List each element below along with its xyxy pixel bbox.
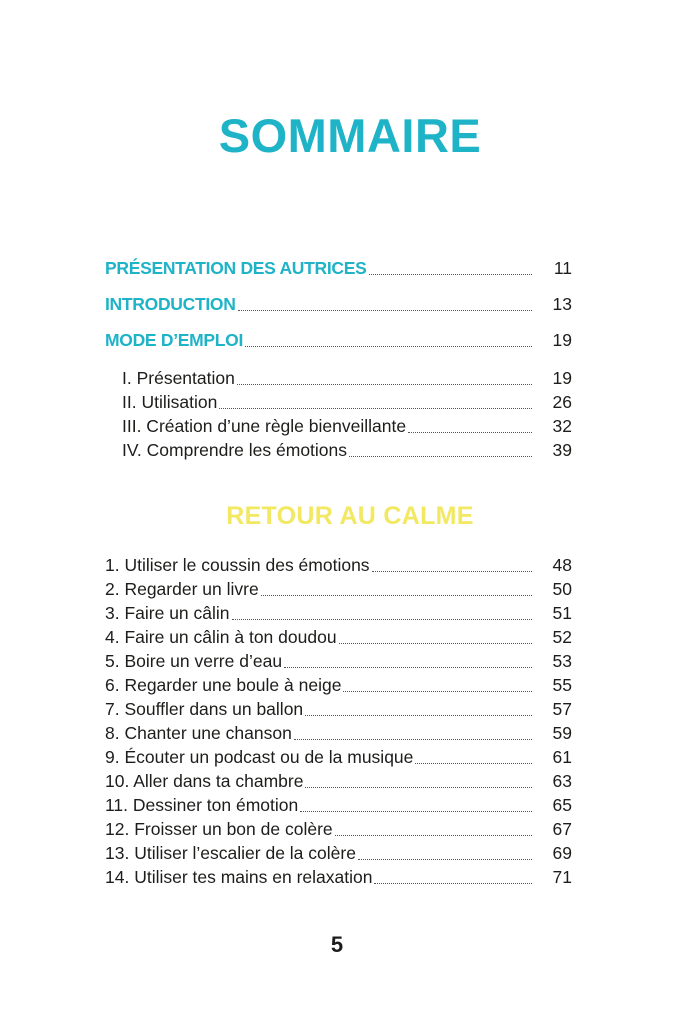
toc-entry-label: 7. Souffler dans un ballon: [105, 699, 304, 719]
toc-entry-page: 48: [552, 555, 572, 575]
dot-leader: [305, 715, 532, 716]
toc-entry[interactable]: [105, 768, 572, 792]
toc-entry-label: 3. Faire un câlin: [105, 603, 230, 623]
dot-leader: [408, 432, 532, 433]
toc-entry-label: III. Création d’une règle bienveillante: [122, 416, 407, 436]
toc-entry[interactable]: [105, 864, 572, 888]
dot-leader: [300, 811, 532, 812]
toc-entry-label: 9. Écouter un podcast ou de la musique: [105, 747, 414, 767]
toc-entry-presentation-autrices[interactable]: [105, 255, 572, 279]
toc-entry-page: 52: [552, 627, 572, 647]
toc-entry-label: IV. Comprendre les émotions: [122, 440, 348, 460]
toc-subentry[interactable]: [122, 389, 572, 413]
toc-entry-label: MODE D’EMPLOI: [105, 330, 244, 350]
toc-entry-page: 67: [552, 819, 572, 839]
dot-leader: [349, 456, 532, 457]
toc-entry[interactable]: [105, 624, 572, 648]
toc-entry-page: 32: [552, 416, 572, 436]
dot-leader: [369, 274, 532, 275]
toc-entry-page: 69: [552, 843, 572, 863]
toc-entry-page: 19: [552, 330, 572, 350]
dot-leader: [237, 384, 532, 385]
toc-entry-label: 2. Regarder un livre: [105, 579, 259, 599]
toc-entry-page: 71: [552, 867, 572, 887]
toc-entry-page: 63: [552, 771, 572, 791]
toc-entry-label: 14. Utiliser tes mains en relaxation: [105, 867, 373, 887]
toc-entry-label: 6. Regarder une boule à neige: [105, 675, 342, 695]
toc-entry-label: 5. Boire un verre d’eau: [105, 651, 283, 671]
dot-leader: [339, 643, 532, 644]
toc-entry[interactable]: [105, 648, 572, 672]
dot-leader: [305, 787, 532, 788]
toc-entry[interactable]: [105, 672, 572, 696]
toc-subentry[interactable]: [122, 365, 572, 389]
dot-leader: [358, 859, 532, 860]
toc-entry-label: 11. Dessiner ton émotion: [105, 795, 299, 815]
toc-entry[interactable]: [105, 816, 572, 840]
dot-leader: [232, 619, 532, 620]
dot-leader: [415, 763, 532, 764]
dot-leader: [284, 667, 532, 668]
page-title: SOMMAIRE: [218, 109, 482, 162]
toc-entry[interactable]: [105, 576, 572, 600]
toc-entry-label: INTRODUCTION: [105, 294, 236, 314]
toc-entry-label: 1. Utiliser le coussin des émotions: [105, 555, 370, 575]
toc-entry-page: 26: [552, 392, 572, 412]
toc-entry-page: 11: [553, 258, 572, 278]
dot-leader: [294, 739, 532, 740]
toc-subentry[interactable]: [122, 413, 572, 437]
toc-entry[interactable]: [105, 600, 572, 624]
toc-entry-page: 53: [552, 651, 572, 671]
page-number: 5: [330, 932, 344, 957]
toc-entry[interactable]: [105, 720, 572, 744]
toc-entry-mode-emploi[interactable]: [105, 327, 572, 351]
section-title: RETOUR AU CALME: [226, 502, 474, 530]
dot-leader: [374, 883, 532, 884]
dot-leader: [219, 408, 532, 409]
dot-leader: [335, 835, 532, 836]
dot-leader: [343, 691, 532, 692]
toc-entry-label: 8. Chanter une chanson: [105, 723, 292, 743]
toc-entry-page: 39: [552, 440, 572, 460]
toc-entry-page: 51: [552, 603, 572, 623]
toc-entry[interactable]: [105, 552, 572, 576]
toc-entry-label: 13. Utiliser l’escalier de la colère: [105, 843, 356, 863]
toc-entry-page: 61: [552, 747, 572, 767]
toc-entry-page: 57: [552, 699, 572, 719]
toc-entry-label: 12. Froisser un bon de colère: [105, 819, 333, 839]
toc-entry-label: II. Utilisation: [122, 392, 218, 412]
toc-entry-page: 13: [552, 294, 572, 314]
toc-entry-label: PRÉSENTATION DES AUTRICES: [105, 258, 367, 278]
dot-leader: [245, 346, 532, 347]
toc-entry[interactable]: [105, 840, 572, 864]
toc-subentry[interactable]: [122, 437, 572, 461]
toc-entry-page: 50: [552, 579, 572, 599]
toc-entry-introduction[interactable]: [105, 291, 572, 315]
toc-entry[interactable]: [105, 792, 572, 816]
dot-leader: [261, 595, 532, 596]
toc-entry-label: 10. Aller dans ta chambre: [105, 771, 304, 791]
toc-entry[interactable]: [105, 744, 572, 768]
toc-entry-page: 65: [552, 795, 572, 815]
toc-entry-page: 55: [552, 675, 572, 695]
toc-entry-label: 4. Faire un câlin à ton doudou: [105, 627, 337, 647]
toc-entry[interactable]: [105, 696, 572, 720]
dot-leader: [238, 310, 532, 311]
dot-leader: [372, 571, 532, 572]
toc-entry-label: I. Présentation: [122, 368, 235, 388]
toc-entry-page: 19: [552, 368, 572, 388]
toc-entry-page: 59: [552, 723, 572, 743]
